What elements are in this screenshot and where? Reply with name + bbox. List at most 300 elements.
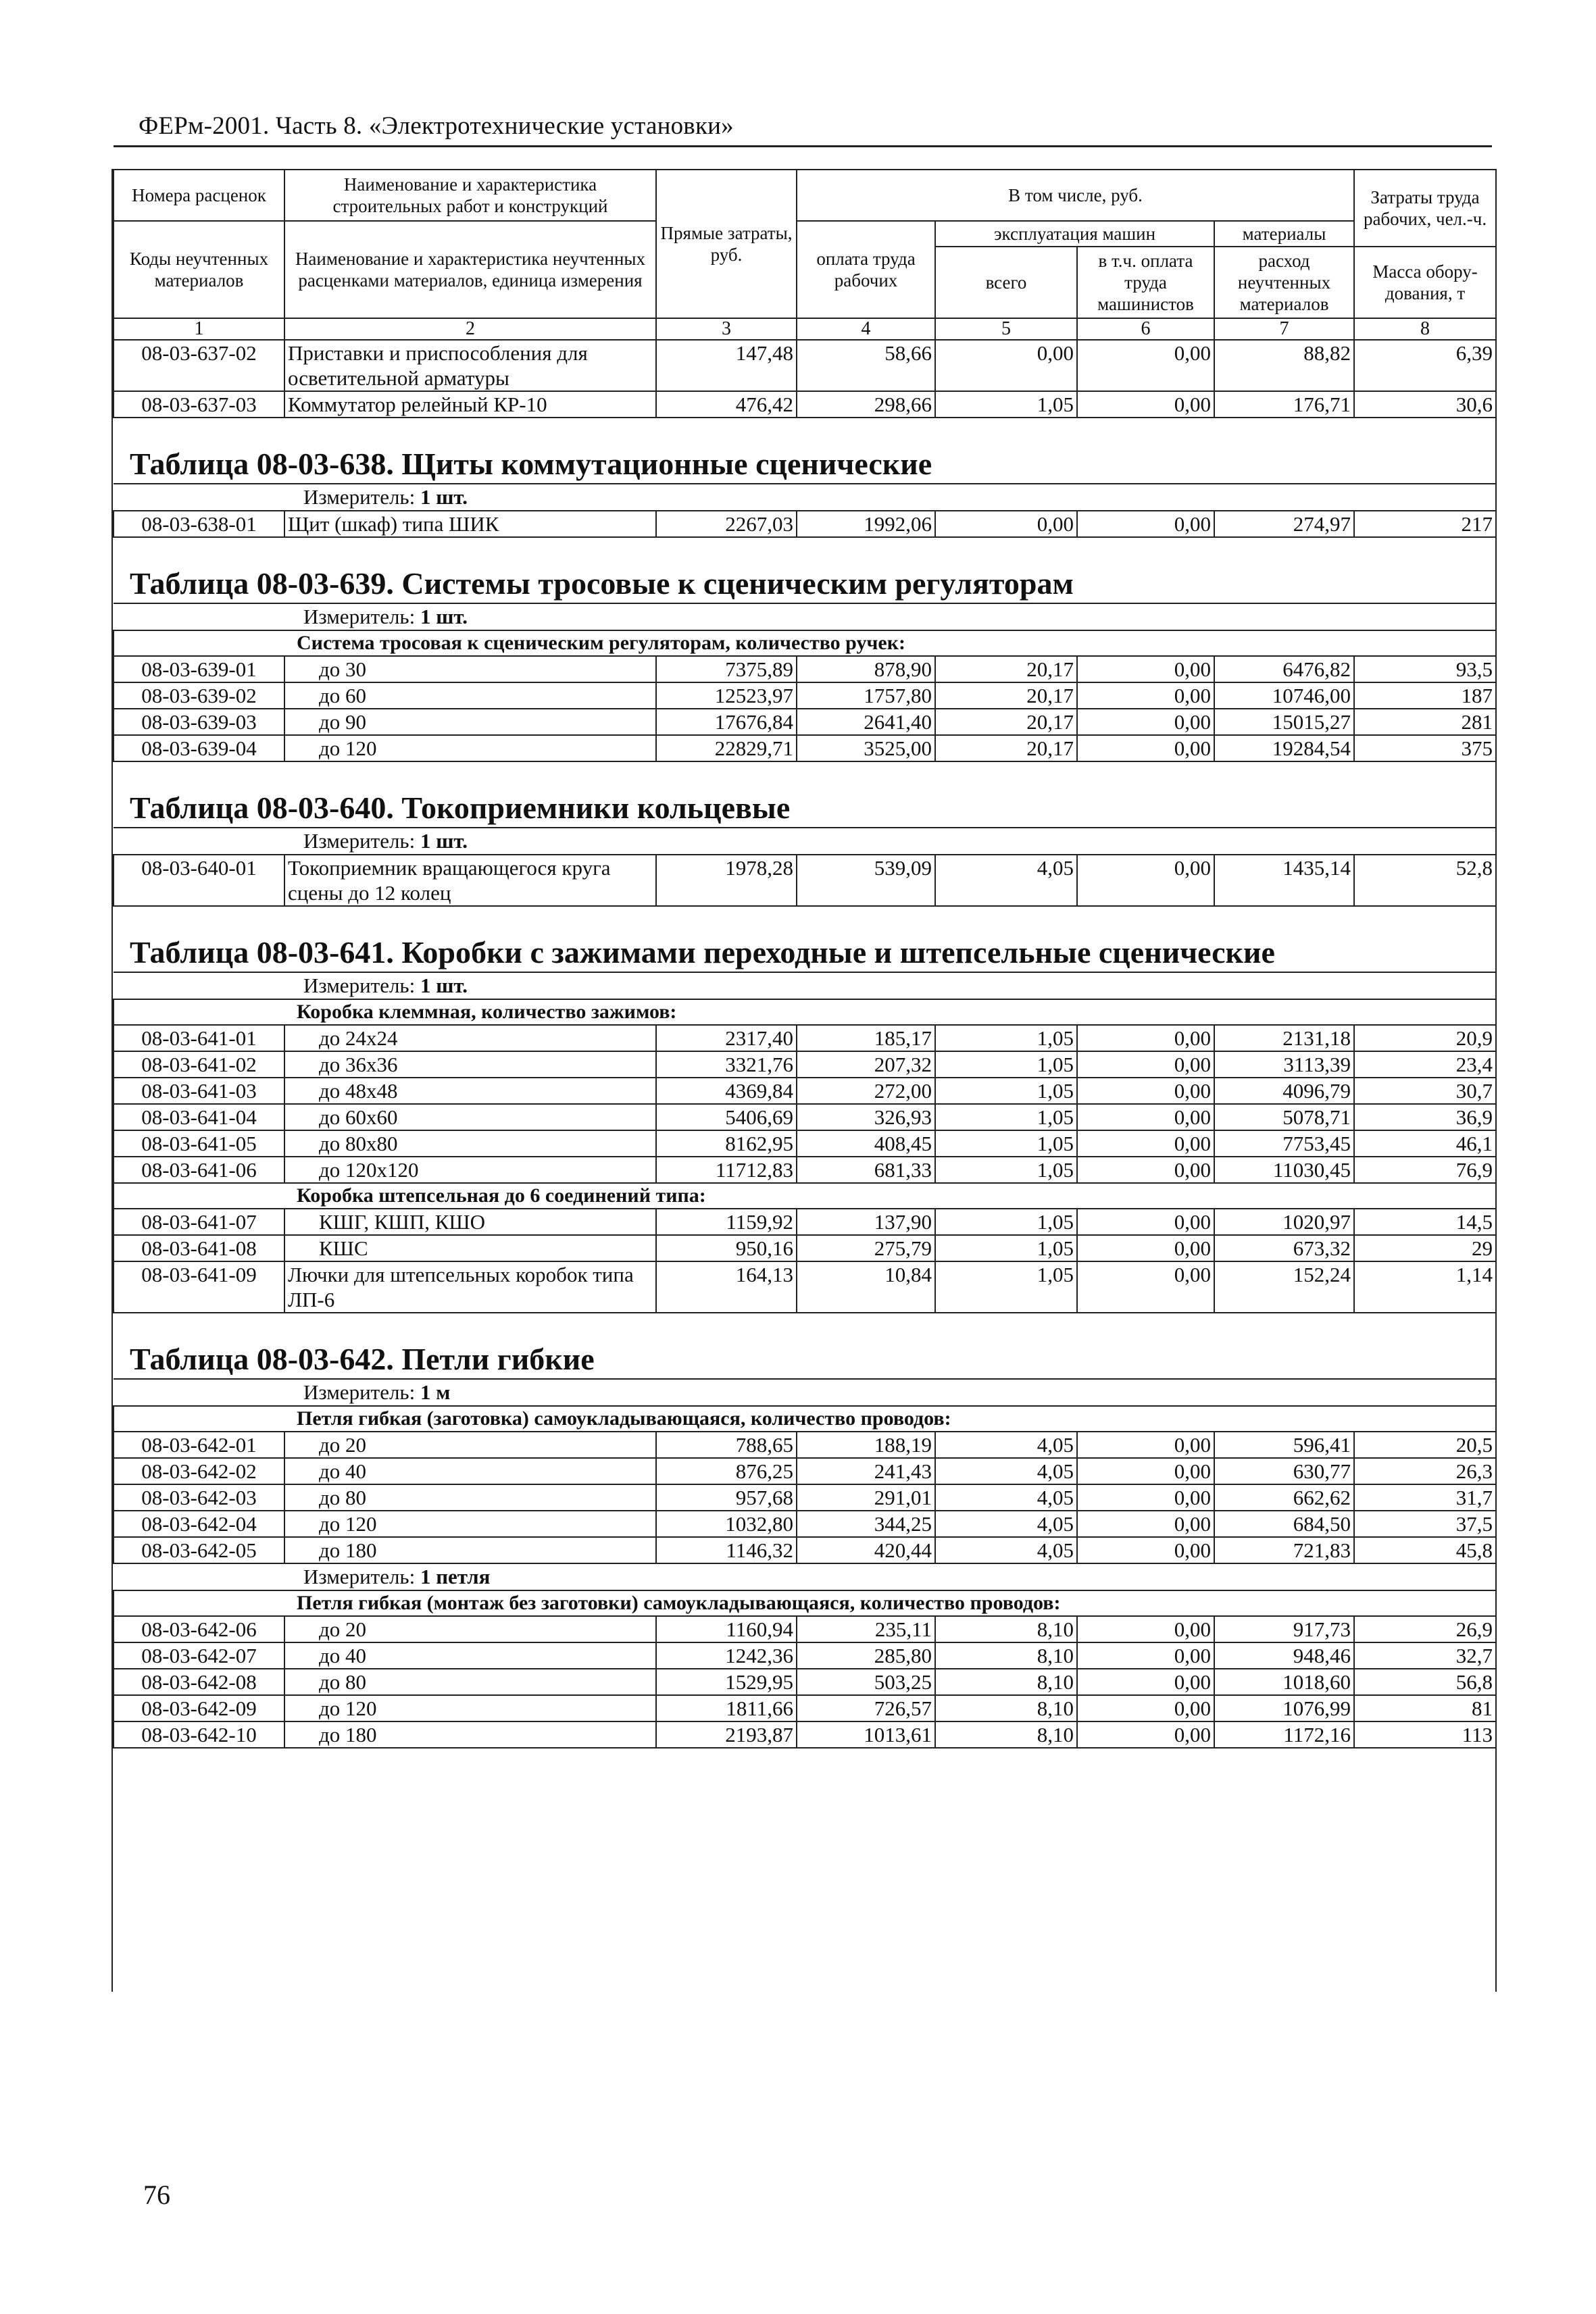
direct-cost: 2267,03 bbox=[656, 511, 797, 537]
machines-total: 1,05 bbox=[935, 1104, 1077, 1130]
machines-operators: 0,00 bbox=[1077, 855, 1214, 906]
table-title: Таблица 08-03-642. Петли гибкие bbox=[130, 1342, 595, 1376]
machines-operators: 0,00 bbox=[1077, 709, 1214, 735]
work-name: до 20 bbox=[284, 1616, 656, 1642]
work-name: Токоприемник вращающегося круга сцены до 12 колец bbox=[284, 855, 656, 906]
table-row bbox=[114, 656, 1496, 682]
labor-hours: 56,8 bbox=[1354, 1669, 1496, 1695]
direct-cost: 12523,97 bbox=[656, 682, 797, 709]
labor-hours: 31,7 bbox=[1354, 1484, 1496, 1511]
machines-total: 4,05 bbox=[935, 1537, 1077, 1563]
machines-total: 4,05 bbox=[935, 1458, 1077, 1484]
labor-hours: 20,9 bbox=[1354, 1025, 1496, 1051]
machines-total: 1,05 bbox=[935, 1078, 1077, 1104]
table-row bbox=[114, 1025, 1496, 1051]
table-row bbox=[114, 1157, 1496, 1183]
machines-operators: 0,00 bbox=[1077, 1025, 1214, 1051]
labor-cost: 272,00 bbox=[797, 1078, 935, 1104]
labor-cost: 878,90 bbox=[797, 656, 935, 682]
subheading-row bbox=[114, 1406, 1496, 1432]
table-row bbox=[114, 709, 1496, 735]
direct-cost: 1529,95 bbox=[656, 1669, 797, 1695]
rate-code: 08-03-642-10 bbox=[114, 1721, 284, 1748]
rate-code: 08-03-640-01 bbox=[114, 855, 284, 906]
work-name: до 80 bbox=[284, 1669, 656, 1695]
machines-total: 8,10 bbox=[935, 1616, 1077, 1642]
rate-code: 08-03-641-05 bbox=[114, 1130, 284, 1157]
work-name: до 80x80 bbox=[284, 1130, 656, 1157]
labor-cost: 10,84 bbox=[797, 1261, 935, 1313]
machines-operators: 0,00 bbox=[1077, 735, 1214, 761]
rate-code: 08-03-639-01 bbox=[114, 656, 284, 682]
colnum-4: 4 bbox=[797, 318, 935, 340]
rate-code: 08-03-642-03 bbox=[114, 1484, 284, 1511]
materials-cost: 11030,45 bbox=[1214, 1157, 1354, 1183]
hdr-name-bottom: Наименование и характеристика неучтенных расценками материалов, единица измерения bbox=[284, 221, 656, 318]
table-row bbox=[114, 855, 1496, 906]
table-row bbox=[114, 1130, 1496, 1157]
labor-cost: 539,09 bbox=[797, 855, 935, 906]
table-row bbox=[114, 1537, 1496, 1563]
direct-cost: 876,25 bbox=[656, 1458, 797, 1484]
labor-cost: 291,01 bbox=[797, 1484, 935, 1511]
table-row bbox=[114, 1209, 1496, 1235]
labor-hours: 217 bbox=[1354, 511, 1496, 537]
machines-operators: 0,00 bbox=[1077, 682, 1214, 709]
machines-operators: 0,00 bbox=[1077, 1051, 1214, 1078]
subheading: Система тросовая к сценическим регуляторам, количество ручек: bbox=[114, 630, 1496, 656]
direct-cost: 2193,87 bbox=[656, 1721, 797, 1748]
hdr-materials: материалы bbox=[1214, 221, 1354, 247]
rate-code: 08-03-642-02 bbox=[114, 1458, 284, 1484]
materials-cost: 721,83 bbox=[1214, 1537, 1354, 1563]
machines-operators: 0,00 bbox=[1077, 1537, 1214, 1563]
materials-cost: 1435,14 bbox=[1214, 855, 1354, 906]
rate-code: 08-03-641-08 bbox=[114, 1235, 284, 1261]
labor-hours: 81 bbox=[1354, 1695, 1496, 1721]
hdr-incl: В том числе, руб. bbox=[797, 170, 1354, 221]
subheading: Петля гибкая (заготовка) самоукладывающаяся, количество проводов: bbox=[114, 1406, 1496, 1432]
labor-cost: 2641,40 bbox=[797, 709, 935, 735]
machines-total: 8,10 bbox=[935, 1721, 1077, 1748]
document-frame bbox=[111, 169, 1497, 1992]
work-name: до 36x36 bbox=[284, 1051, 656, 1078]
work-name: до 120 bbox=[284, 1695, 656, 1721]
work-name: КШГ, КШП, КШО bbox=[284, 1209, 656, 1235]
page-number: 76 bbox=[143, 2180, 170, 2210]
running-title: ФЕРм-2001. Часть 8. «Электротехнические установки» bbox=[139, 112, 734, 140]
subheading-row bbox=[114, 630, 1496, 656]
direct-cost: 1160,94 bbox=[656, 1616, 797, 1642]
machines-operators: 0,00 bbox=[1077, 1157, 1214, 1183]
table-row bbox=[114, 340, 1496, 391]
work-name: до 120 bbox=[284, 1511, 656, 1537]
rate-code: 08-03-641-02 bbox=[114, 1051, 284, 1078]
machines-total: 1,05 bbox=[935, 1051, 1077, 1078]
labor-cost: 285,80 bbox=[797, 1642, 935, 1669]
materials-cost: 274,97 bbox=[1214, 511, 1354, 537]
machines-operators: 0,00 bbox=[1077, 1669, 1214, 1695]
materials-cost: 152,24 bbox=[1214, 1261, 1354, 1313]
materials-cost: 1172,16 bbox=[1214, 1721, 1354, 1748]
unit-label: Измеритель: bbox=[303, 1565, 416, 1588]
table-row bbox=[114, 1616, 1496, 1642]
machines-operators: 0,00 bbox=[1077, 1078, 1214, 1104]
direct-cost: 2317,40 bbox=[656, 1025, 797, 1051]
hdr-mat-unacc: расход неучтенных материалов bbox=[1214, 247, 1354, 318]
table-641-title-row bbox=[114, 906, 1496, 972]
rate-code: 08-03-642-08 bbox=[114, 1669, 284, 1695]
labor-cost: 1992,06 bbox=[797, 511, 935, 537]
unit-label: Измеритель: bbox=[303, 974, 416, 997]
machines-operators: 0,00 bbox=[1077, 1104, 1214, 1130]
labor-cost: 207,32 bbox=[797, 1051, 935, 1078]
labor-cost: 408,45 bbox=[797, 1130, 935, 1157]
machines-total: 8,10 bbox=[935, 1695, 1077, 1721]
machines-total: 1,05 bbox=[935, 1130, 1077, 1157]
machines-operators: 0,00 bbox=[1077, 1235, 1214, 1261]
rate-code: 08-03-641-07 bbox=[114, 1209, 284, 1235]
subheading: Коробка клеммная, количество зажимов: bbox=[114, 999, 1496, 1025]
machines-operators: 0,00 bbox=[1077, 1642, 1214, 1669]
rate-code: 08-03-641-09 bbox=[114, 1261, 284, 1313]
machines-operators: 0,00 bbox=[1077, 1261, 1214, 1313]
table-row bbox=[114, 1432, 1496, 1458]
unit-value: 1 шт. bbox=[420, 829, 468, 853]
machines-operators: 0,00 bbox=[1077, 1511, 1214, 1537]
labor-cost: 58,66 bbox=[797, 340, 935, 391]
labor-hours: 93,5 bbox=[1354, 656, 1496, 682]
machines-operators: 0,00 bbox=[1077, 1458, 1214, 1484]
work-name: до 30 bbox=[284, 656, 656, 682]
work-name: до 48x48 bbox=[284, 1078, 656, 1104]
labor-cost: 1757,80 bbox=[797, 682, 935, 709]
labor-hours: 32,7 bbox=[1354, 1642, 1496, 1669]
materials-cost: 673,32 bbox=[1214, 1235, 1354, 1261]
materials-cost: 88,82 bbox=[1214, 340, 1354, 391]
direct-cost: 1811,66 bbox=[656, 1695, 797, 1721]
machines-operators: 0,00 bbox=[1077, 511, 1214, 537]
machines-operators: 0,00 bbox=[1077, 391, 1214, 418]
labor-cost: 503,25 bbox=[797, 1669, 935, 1695]
direct-cost: 1242,36 bbox=[656, 1642, 797, 1669]
table-642-unit2-row bbox=[114, 1563, 1496, 1590]
materials-cost: 684,50 bbox=[1214, 1511, 1354, 1537]
direct-cost: 1032,80 bbox=[656, 1511, 797, 1537]
rate-code: 08-03-642-04 bbox=[114, 1511, 284, 1537]
labor-hours: 30,7 bbox=[1354, 1078, 1496, 1104]
direct-cost: 950,16 bbox=[656, 1235, 797, 1261]
labor-hours: 29 bbox=[1354, 1235, 1496, 1261]
table-639-unit-row bbox=[114, 603, 1496, 630]
materials-cost: 1020,97 bbox=[1214, 1209, 1354, 1235]
colnum-7: 7 bbox=[1214, 318, 1354, 340]
labor-hours: 45,8 bbox=[1354, 1537, 1496, 1563]
machines-total: 4,05 bbox=[935, 1511, 1077, 1537]
machines-operators: 0,00 bbox=[1077, 1130, 1214, 1157]
work-name: до 40 bbox=[284, 1642, 656, 1669]
labor-cost: 3525,00 bbox=[797, 735, 935, 761]
unit-label: Измеритель: bbox=[303, 605, 416, 628]
header-row-2 bbox=[114, 221, 1496, 247]
labor-cost: 137,90 bbox=[797, 1209, 935, 1235]
labor-cost: 1013,61 bbox=[797, 1721, 935, 1748]
table-642-unit-row bbox=[114, 1379, 1496, 1406]
unit-value: 1 шт. bbox=[420, 485, 468, 509]
machines-total: 1,05 bbox=[935, 1157, 1077, 1183]
machines-operators: 0,00 bbox=[1077, 656, 1214, 682]
work-name: до 20 bbox=[284, 1432, 656, 1458]
labor-hours: 281 bbox=[1354, 709, 1496, 735]
machines-operators: 0,00 bbox=[1077, 1484, 1214, 1511]
direct-cost: 1159,92 bbox=[656, 1209, 797, 1235]
materials-cost: 6476,82 bbox=[1214, 656, 1354, 682]
colnum-6: 6 bbox=[1077, 318, 1214, 340]
machines-total: 1,05 bbox=[935, 1235, 1077, 1261]
materials-cost: 176,71 bbox=[1214, 391, 1354, 418]
table-row bbox=[114, 1642, 1496, 1669]
work-name: до 180 bbox=[284, 1537, 656, 1563]
machines-total: 4,05 bbox=[935, 1484, 1077, 1511]
colnum-3: 3 bbox=[656, 318, 797, 340]
subheading-row bbox=[114, 1590, 1496, 1616]
unit-value: 1 шт. bbox=[420, 605, 468, 628]
direct-cost: 788,65 bbox=[656, 1432, 797, 1458]
direct-cost: 957,68 bbox=[656, 1484, 797, 1511]
direct-cost: 5406,69 bbox=[656, 1104, 797, 1130]
materials-cost: 19284,54 bbox=[1214, 735, 1354, 761]
labor-hours: 20,5 bbox=[1354, 1432, 1496, 1458]
work-name: до 60x60 bbox=[284, 1104, 656, 1130]
direct-cost: 4369,84 bbox=[656, 1078, 797, 1104]
table-row bbox=[114, 1051, 1496, 1078]
table-642-title-row bbox=[114, 1313, 1496, 1379]
hdr-labor: оплата труда рабочих bbox=[797, 221, 935, 318]
direct-cost: 3321,76 bbox=[656, 1051, 797, 1078]
machines-total: 0,00 bbox=[935, 340, 1077, 391]
labor-cost: 344,25 bbox=[797, 1511, 935, 1537]
work-name: КШС bbox=[284, 1235, 656, 1261]
subheading-row bbox=[114, 1183, 1496, 1209]
machines-total: 1,05 bbox=[935, 1025, 1077, 1051]
direct-cost: 7375,89 bbox=[656, 656, 797, 682]
machines-operators: 0,00 bbox=[1077, 1432, 1214, 1458]
table-row bbox=[114, 682, 1496, 709]
rate-code: 08-03-637-03 bbox=[114, 391, 284, 418]
materials-cost: 15015,27 bbox=[1214, 709, 1354, 735]
table-row bbox=[114, 391, 1496, 418]
machines-operators: 0,00 bbox=[1077, 1616, 1214, 1642]
unit-label: Измеритель: bbox=[303, 829, 416, 853]
rate-code: 08-03-638-01 bbox=[114, 511, 284, 537]
subheading: Петля гибкая (монтаж без заготовки) самоукладывающаяся, количество проводов: bbox=[114, 1590, 1496, 1616]
labor-hours: 187 bbox=[1354, 682, 1496, 709]
rate-code: 08-03-639-04 bbox=[114, 735, 284, 761]
machines-total: 4,05 bbox=[935, 855, 1077, 906]
hdr-machines: эксплуатация машин bbox=[935, 221, 1214, 247]
labor-cost: 275,79 bbox=[797, 1235, 935, 1261]
colnum-1: 1 bbox=[114, 318, 284, 340]
direct-cost: 476,42 bbox=[656, 391, 797, 418]
hdr-code: Номера расценок bbox=[114, 170, 284, 221]
machines-total: 1,05 bbox=[935, 1209, 1077, 1235]
labor-cost: 326,93 bbox=[797, 1104, 935, 1130]
labor-hours: 375 bbox=[1354, 735, 1496, 761]
rate-code: 08-03-637-02 bbox=[114, 340, 284, 391]
labor-hours: 46,1 bbox=[1354, 1130, 1496, 1157]
work-name: Коммутатор релейный КР-10 bbox=[284, 391, 656, 418]
labor-cost: 420,44 bbox=[797, 1537, 935, 1563]
rate-code: 08-03-642-07 bbox=[114, 1642, 284, 1669]
labor-cost: 241,43 bbox=[797, 1458, 935, 1484]
table-639-title-row bbox=[114, 537, 1496, 603]
machines-operators: 0,00 bbox=[1077, 1209, 1214, 1235]
materials-cost: 2131,18 bbox=[1214, 1025, 1354, 1051]
rate-code: 08-03-641-01 bbox=[114, 1025, 284, 1051]
materials-cost: 7753,45 bbox=[1214, 1130, 1354, 1157]
unit-value: 1 петля bbox=[420, 1565, 491, 1588]
machines-total: 20,17 bbox=[935, 656, 1077, 682]
table-title: Таблица 08-03-641. Коробки с зажимами переходные и штепсельные сценические bbox=[130, 935, 1275, 970]
table-row bbox=[114, 735, 1496, 761]
work-name: до 60 bbox=[284, 682, 656, 709]
materials-cost: 5078,71 bbox=[1214, 1104, 1354, 1130]
direct-cost: 147,48 bbox=[656, 340, 797, 391]
hdr-direct: Прямые затраты, руб. bbox=[656, 170, 797, 318]
work-name: Лючки для штепсельных коробок типа ЛП-6 bbox=[284, 1261, 656, 1313]
machines-total: 20,17 bbox=[935, 735, 1077, 761]
table-row bbox=[114, 1235, 1496, 1261]
unit-value: 1 шт. bbox=[420, 974, 468, 997]
work-name: Щит (шкаф) типа ШИК bbox=[284, 511, 656, 537]
labor-cost: 185,17 bbox=[797, 1025, 935, 1051]
work-name: до 180 bbox=[284, 1721, 656, 1748]
direct-cost: 1978,28 bbox=[656, 855, 797, 906]
machines-total: 0,00 bbox=[935, 511, 1077, 537]
machines-operators: 0,00 bbox=[1077, 1721, 1214, 1748]
materials-cost: 630,77 bbox=[1214, 1458, 1354, 1484]
rate-code: 08-03-641-04 bbox=[114, 1104, 284, 1130]
direct-cost: 1146,32 bbox=[656, 1537, 797, 1563]
work-name: до 24x24 bbox=[284, 1025, 656, 1051]
rate-code: 08-03-639-03 bbox=[114, 709, 284, 735]
table-row bbox=[114, 1078, 1496, 1104]
subheading: Коробка штепсельная до 6 соединений типа: bbox=[114, 1183, 1496, 1209]
labor-hours: 37,5 bbox=[1354, 1511, 1496, 1537]
work-name: до 120 bbox=[284, 735, 656, 761]
labor-hours: 14,5 bbox=[1354, 1209, 1496, 1235]
table-row bbox=[114, 1104, 1496, 1130]
machines-total: 1,05 bbox=[935, 1261, 1077, 1313]
direct-cost: 8162,95 bbox=[656, 1130, 797, 1157]
labor-hours: 30,6 bbox=[1354, 391, 1496, 418]
colnum-5: 5 bbox=[935, 318, 1077, 340]
labor-hours: 113 bbox=[1354, 1721, 1496, 1748]
rate-code: 08-03-642-09 bbox=[114, 1695, 284, 1721]
labor-hours: 52,8 bbox=[1354, 855, 1496, 906]
table-title: Таблица 08-03-640. Токоприемники кольцевые bbox=[130, 790, 791, 825]
labor-hours: 76,9 bbox=[1354, 1157, 1496, 1183]
table-641-unit-row bbox=[114, 972, 1496, 999]
labor-cost: 235,11 bbox=[797, 1616, 935, 1642]
machines-total: 20,17 bbox=[935, 682, 1077, 709]
labor-hours: 23,4 bbox=[1354, 1051, 1496, 1078]
labor-hours: 26,3 bbox=[1354, 1458, 1496, 1484]
table-640-unit-row bbox=[114, 828, 1496, 855]
hdr-m-operators: в т.ч. оплата труда машинистов bbox=[1077, 247, 1214, 318]
table-row bbox=[114, 1511, 1496, 1537]
price-table bbox=[113, 169, 1497, 1749]
materials-cost: 596,41 bbox=[1214, 1432, 1354, 1458]
table-row bbox=[114, 1458, 1496, 1484]
materials-cost: 4096,79 bbox=[1214, 1078, 1354, 1104]
unit-value: 1 м bbox=[420, 1380, 451, 1404]
direct-cost: 22829,71 bbox=[656, 735, 797, 761]
work-name: до 120x120 bbox=[284, 1157, 656, 1183]
machines-operators: 0,00 bbox=[1077, 340, 1214, 391]
rate-code: 08-03-642-01 bbox=[114, 1432, 284, 1458]
materials-cost: 3113,39 bbox=[1214, 1051, 1354, 1078]
labor-cost: 726,57 bbox=[797, 1695, 935, 1721]
work-name: до 40 bbox=[284, 1458, 656, 1484]
work-name: до 90 bbox=[284, 709, 656, 735]
table-row bbox=[114, 511, 1496, 537]
rate-code: 08-03-641-03 bbox=[114, 1078, 284, 1104]
subheading-row bbox=[114, 999, 1496, 1025]
labor-hours: 26,9 bbox=[1354, 1616, 1496, 1642]
materials-cost: 10746,00 bbox=[1214, 682, 1354, 709]
labor-hours: 36,9 bbox=[1354, 1104, 1496, 1130]
table-row bbox=[114, 1484, 1496, 1511]
table-640-title-row bbox=[114, 761, 1496, 828]
direct-cost: 17676,84 bbox=[656, 709, 797, 735]
direct-cost: 11712,83 bbox=[656, 1157, 797, 1183]
labor-cost: 681,33 bbox=[797, 1157, 935, 1183]
machines-total: 8,10 bbox=[935, 1642, 1077, 1669]
column-numbers bbox=[114, 318, 1496, 340]
rate-code: 08-03-642-05 bbox=[114, 1537, 284, 1563]
direct-cost: 164,13 bbox=[656, 1261, 797, 1313]
hdr-code-bottom: Коды неучтенных материалов bbox=[114, 221, 284, 318]
labor-cost: 188,19 bbox=[797, 1432, 935, 1458]
table-title: Таблица 08-03-639. Системы тросовые к сценическим регуляторам bbox=[130, 566, 1074, 601]
rate-code: 08-03-642-06 bbox=[114, 1616, 284, 1642]
work-name: до 80 bbox=[284, 1484, 656, 1511]
work-name: Приставки и приспособления для осветительной арматуры bbox=[284, 340, 656, 391]
labor-hours: 6,39 bbox=[1354, 340, 1496, 391]
materials-cost: 1076,99 bbox=[1214, 1695, 1354, 1721]
hdr-name: Наименование и характеристика строительных работ и конструкций bbox=[284, 170, 656, 221]
table-row bbox=[114, 1721, 1496, 1748]
materials-cost: 917,73 bbox=[1214, 1616, 1354, 1642]
table-row bbox=[114, 1261, 1496, 1313]
header-rule bbox=[114, 145, 1492, 147]
table-638-unit-row bbox=[114, 484, 1496, 511]
header-row-1 bbox=[114, 170, 1496, 221]
colnum-8: 8 bbox=[1354, 318, 1496, 340]
materials-cost: 1018,60 bbox=[1214, 1669, 1354, 1695]
hdr-m-total: всего bbox=[935, 247, 1077, 318]
rate-code: 08-03-641-06 bbox=[114, 1157, 284, 1183]
unit-label: Измеритель: bbox=[303, 485, 416, 509]
table-638-title-row bbox=[114, 418, 1496, 484]
machines-operators: 0,00 bbox=[1077, 1695, 1214, 1721]
colnum-2: 2 bbox=[284, 318, 656, 340]
machines-total: 1,05 bbox=[935, 391, 1077, 418]
materials-cost: 948,46 bbox=[1214, 1642, 1354, 1669]
hdr-labor-cost: Затраты труда рабочих, чел.-ч. bbox=[1354, 170, 1496, 247]
machines-total: 8,10 bbox=[935, 1669, 1077, 1695]
